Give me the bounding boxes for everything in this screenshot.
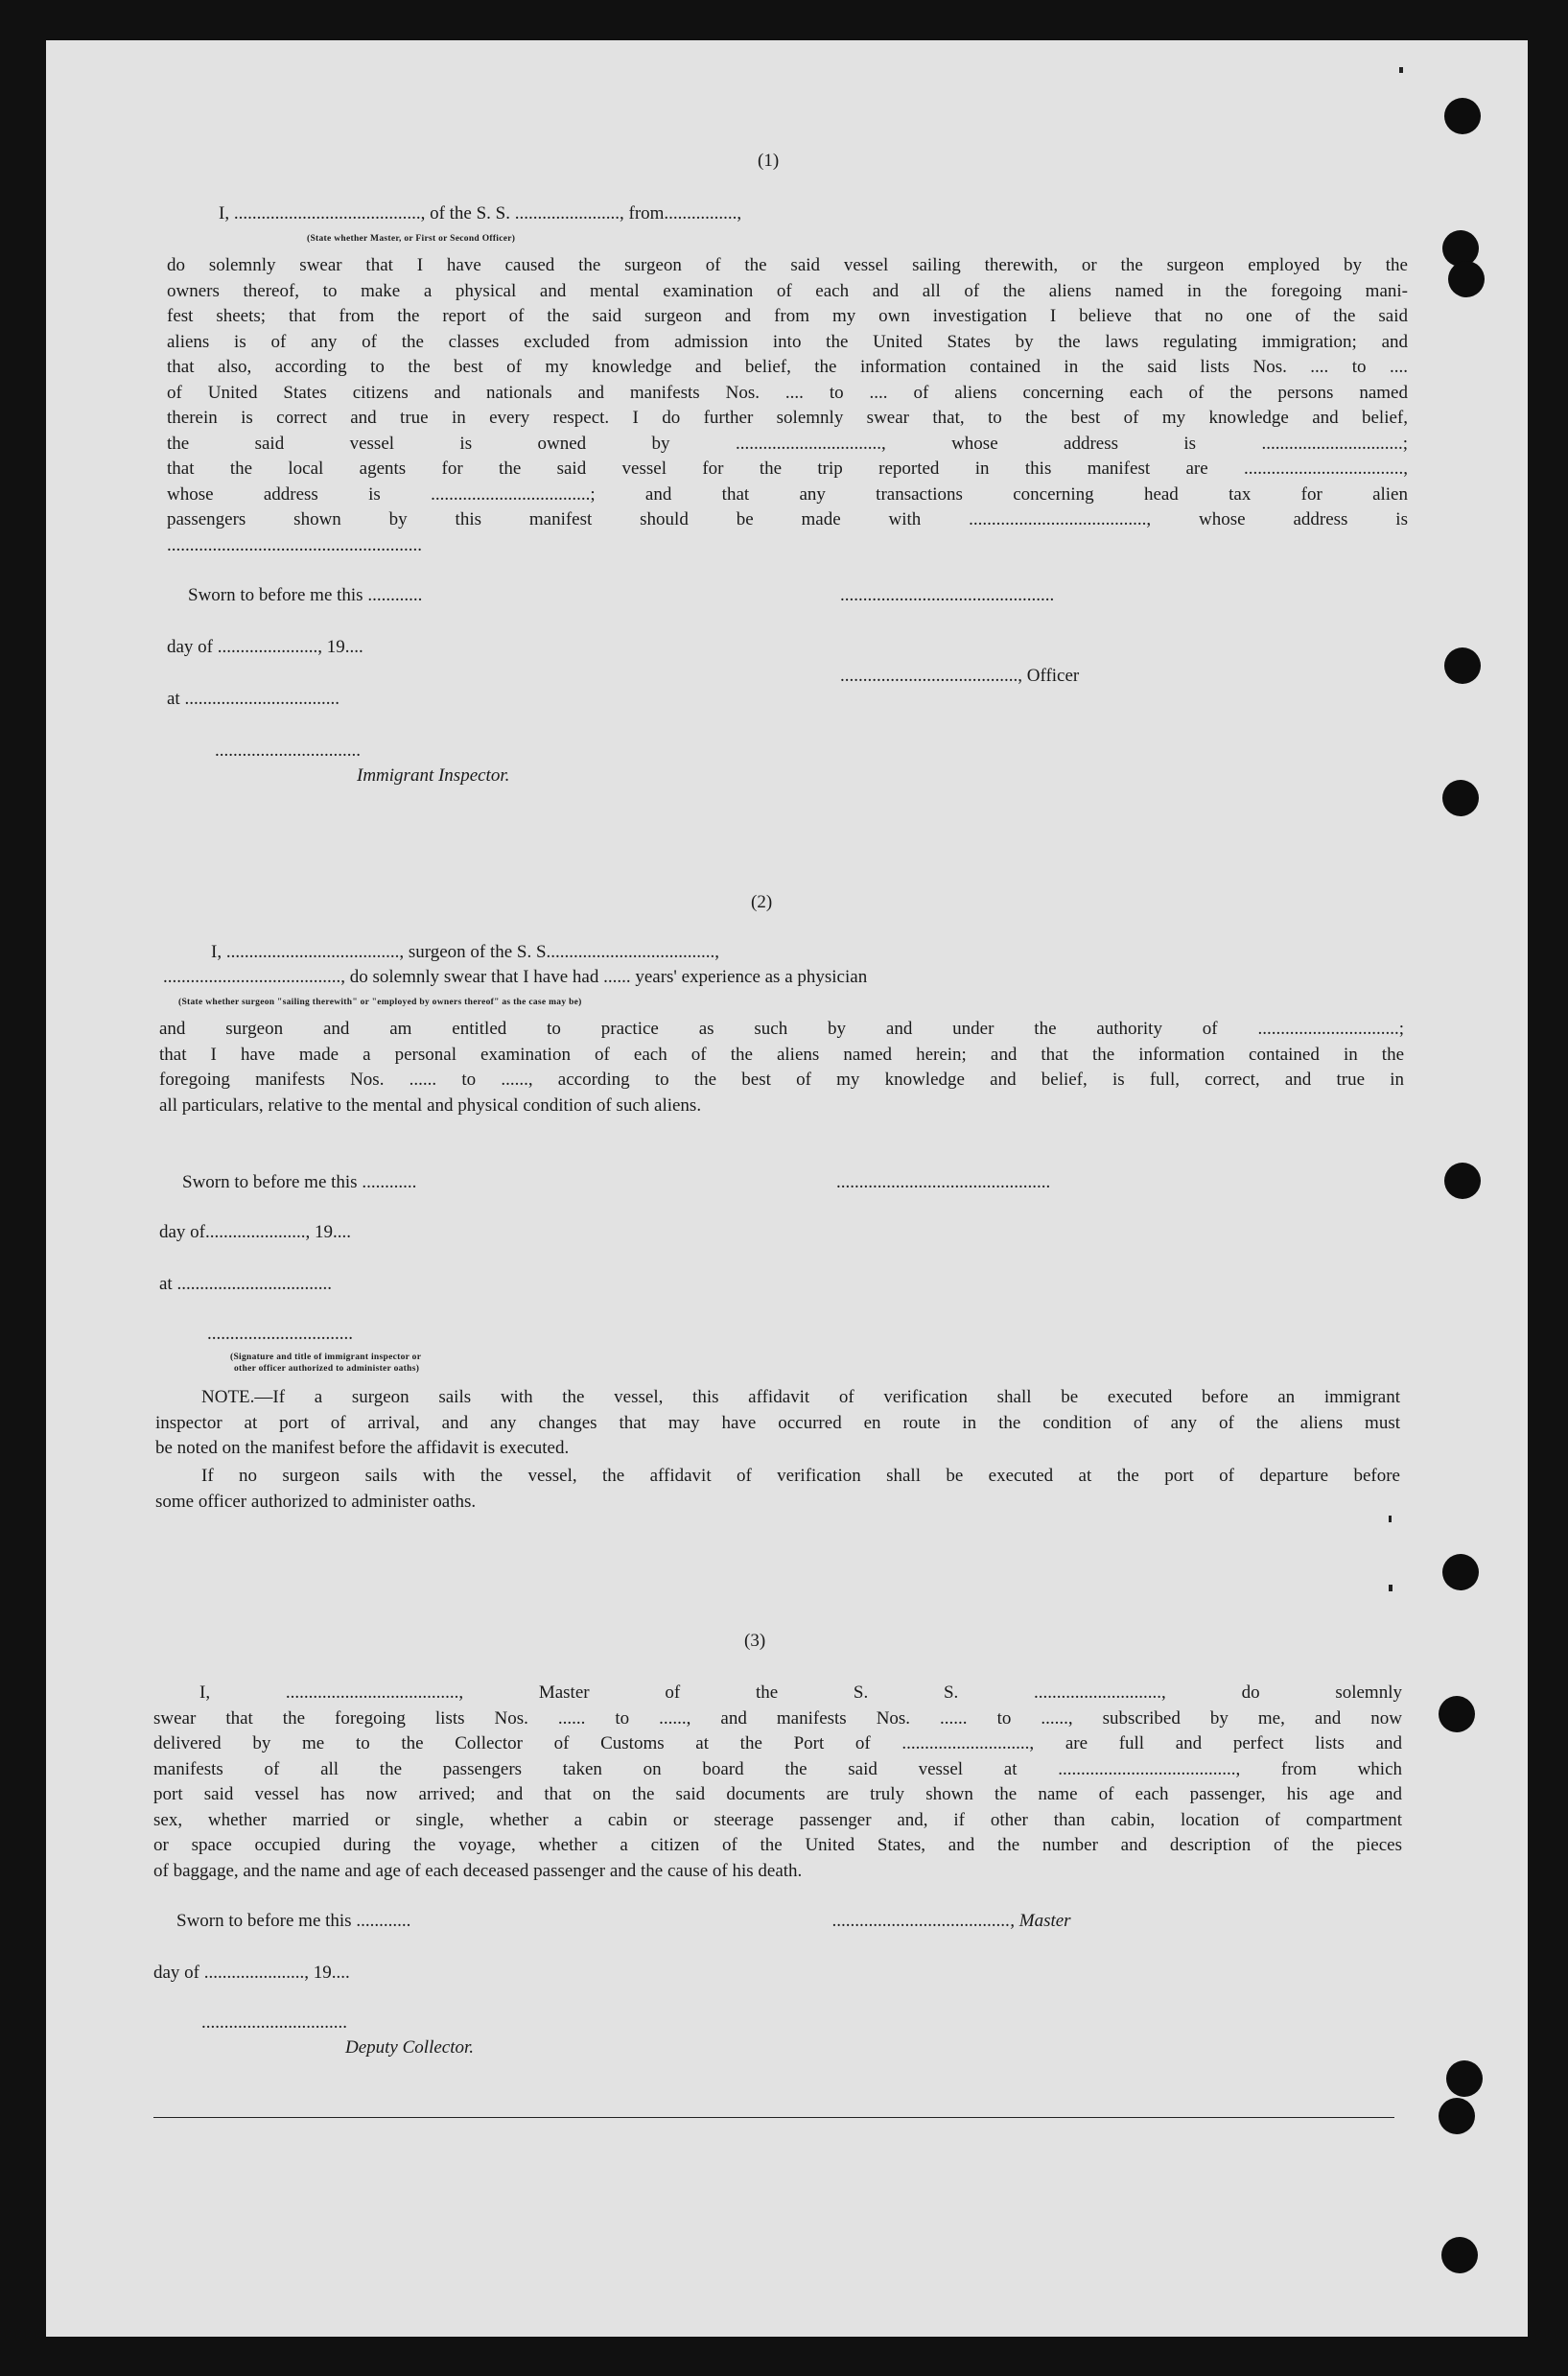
text-line: that I have made a personal examination of each of the aliens named herein; and that the information contained in the: [159, 1044, 1404, 1065]
section-2-number: (2): [751, 892, 773, 912]
text-line: be noted on the manifest before the affidavit is executed.: [155, 1438, 570, 1458]
text-line: foregoing manifests Nos. ...... to ......, according to the best of my knowledge and belief, is full, correct, and true in: [159, 1070, 1404, 1090]
section-3-day: day of ......................, 19....: [153, 1963, 350, 1983]
section-3-oath-text: [153, 1681, 1402, 1884]
section-1-header: I, ........................................., of the S. S. ......................., from................,: [219, 203, 742, 223]
section-3-signature-line: ................................: [201, 2012, 347, 2033]
text-line: or space occupied during the voyage, whether a citizen of the United States, and the number and description of the pieces: [153, 1835, 1402, 1855]
text-line: the said vessel is owned by ................................, whose address is ...............................;: [167, 433, 1408, 454]
section-2-note: (State whether surgeon "sailing therewith" or "employed by owners thereof" as the case may be): [178, 998, 582, 1007]
text-line: of United States citizens and nationals and manifests Nos. .... to .... of aliens concerning each of the persons named: [167, 382, 1408, 403]
text-line: port said vessel has now arrived; and that on the said documents are truly shown the name of each passenger, his age and: [153, 1784, 1402, 1804]
text-line: that the local agents for the said vessel for the trip reported in this manifest are ...................................,: [167, 459, 1408, 479]
section-2-note-paragraph: [155, 1385, 1400, 1462]
punch-hole: [1439, 1696, 1475, 1732]
text-line: ........................................................: [167, 534, 422, 555]
section-2-at: at ..................................: [159, 1274, 332, 1294]
section-1-at: at ..................................: [167, 689, 339, 709]
speck: [1389, 1585, 1392, 1591]
section-2-day: day of......................, 19....: [159, 1222, 352, 1242]
text-line: NOTE.—If a surgeon sails with the vessel, this affidavit of verification shall be executed before an immigrant: [201, 1387, 1400, 1407]
section-1-oath-text: [167, 253, 1408, 558]
punch-hole: [1439, 2098, 1475, 2134]
section-2-header: I, ......................................, surgeon of the S. S.....................................,: [211, 942, 720, 962]
section-1-sworn-signature: ...............................................: [840, 585, 1055, 605]
speck: [1399, 67, 1403, 73]
section-1-signature-title: Immigrant Inspector.: [357, 765, 510, 786]
punch-hole: [1441, 2237, 1478, 2273]
punch-hole: [1446, 2060, 1483, 2097]
section-2-signature-line: ................................: [207, 1324, 353, 1344]
section-1-signature-line: ................................: [215, 741, 361, 761]
section-1-officer: ......................................., Officer: [840, 666, 1080, 686]
text-line: sex, whether married or single, whether a cabin or steerage passenger and, if other than cabin, location of compartment: [153, 1809, 1402, 1830]
punch-hole: [1448, 261, 1485, 297]
section-2-signature-note: (Signature and title of immigrant inspector or: [230, 1353, 422, 1362]
text-line: I, ......................................, Master of the S. S. ............................, do solemnly: [199, 1682, 1402, 1703]
text-line: therein is correct and true in every respect. I do further solemnly swear that, to the best of my knowledge and belief,: [167, 408, 1408, 428]
punch-hole: [1444, 98, 1481, 134]
section-1-day: day of ......................, 19....: [167, 637, 363, 657]
punch-hole: [1442, 1554, 1479, 1590]
section-2-signature-note: other officer authorized to administer oaths): [234, 1364, 420, 1374]
section-2-line2: ......................................., do solemnly swear that I have had ...... years' experience as a physician: [163, 967, 868, 987]
section-3-sworn: Sworn to before me this ............: [176, 1911, 411, 1931]
bottom-rule: [153, 2117, 1394, 2118]
text-line: fest sheets; that from the report of the said surgeon and from my own investigation I believe that no one of the said: [167, 306, 1408, 326]
section-2-sworn: Sworn to before me this ............: [182, 1172, 417, 1192]
punch-hole: [1444, 647, 1481, 684]
speck: [1389, 1516, 1392, 1522]
section-2-note-paragraph: [155, 1464, 1400, 1515]
text-line: some officer authorized to administer oaths.: [155, 1491, 477, 1512]
text-line: If no surgeon sails with the vessel, the affidavit of verification shall be executed at the port of departure before: [201, 1466, 1400, 1486]
text-line: that also, according to the best of my knowledge and belief, the information contained in the said lists Nos. .... to ....: [167, 357, 1408, 377]
text-line: all particulars, relative to the mental and physical condition of such aliens.: [159, 1094, 702, 1116]
text-line: whose address is ...................................; and that any transactions concerning head tax for alien: [167, 483, 1408, 505]
section-3-master: ......................................., Master: [832, 1911, 1071, 1931]
text-line: owners thereof, to make a physical and mental examination of each and all of the aliens named in the foregoing mani-: [167, 280, 1408, 301]
text-line: do solemnly swear that I have caused the surgeon of the said vessel sailing therewith, or the surgeon employed by the: [167, 255, 1408, 275]
section-1-number: (1): [758, 151, 780, 171]
text-line: inspector at port of arrival, and any changes that may have occurred en route in the condition of any of the aliens must: [155, 1412, 1400, 1433]
text-line: swear that the foregoing lists Nos. ...... to ......, and manifests Nos. ...... to ......, subscribed by me, and now: [153, 1707, 1402, 1729]
section-1-sworn: Sworn to before me this ............: [188, 585, 423, 605]
section-2-sworn-signature: ...............................................: [836, 1172, 1051, 1192]
punch-hole: [1442, 780, 1479, 816]
text-line: manifests of all the passengers taken on board the said vessel at ......................................., from which: [153, 1758, 1402, 1779]
text-line: passengers shown by this manifest should be made with ......................................., whose address is: [167, 509, 1408, 529]
punch-hole: [1444, 1163, 1481, 1199]
text-line: delivered by me to the Collector of Customs at the Port of ............................, are full and perfect lists and: [153, 1733, 1402, 1753]
text-line: and surgeon and am entitled to practice as such by and under the authority of ...............................;: [159, 1019, 1404, 1039]
text-line: aliens is of any of the classes excluded from admission into the United States by the laws regulating immigration; and: [167, 331, 1408, 352]
document-page: [46, 40, 1528, 2337]
section-3-signature-title: Deputy Collector.: [345, 2037, 475, 2058]
section-1-header-note: (State whether Master, or First or Second Officer): [307, 234, 516, 244]
text-line: of baggage, and the name and age of each deceased passenger and the cause of his death.: [153, 1860, 803, 1881]
section-2-oath-text: [159, 1017, 1404, 1118]
section-3-number: (3): [744, 1631, 766, 1651]
